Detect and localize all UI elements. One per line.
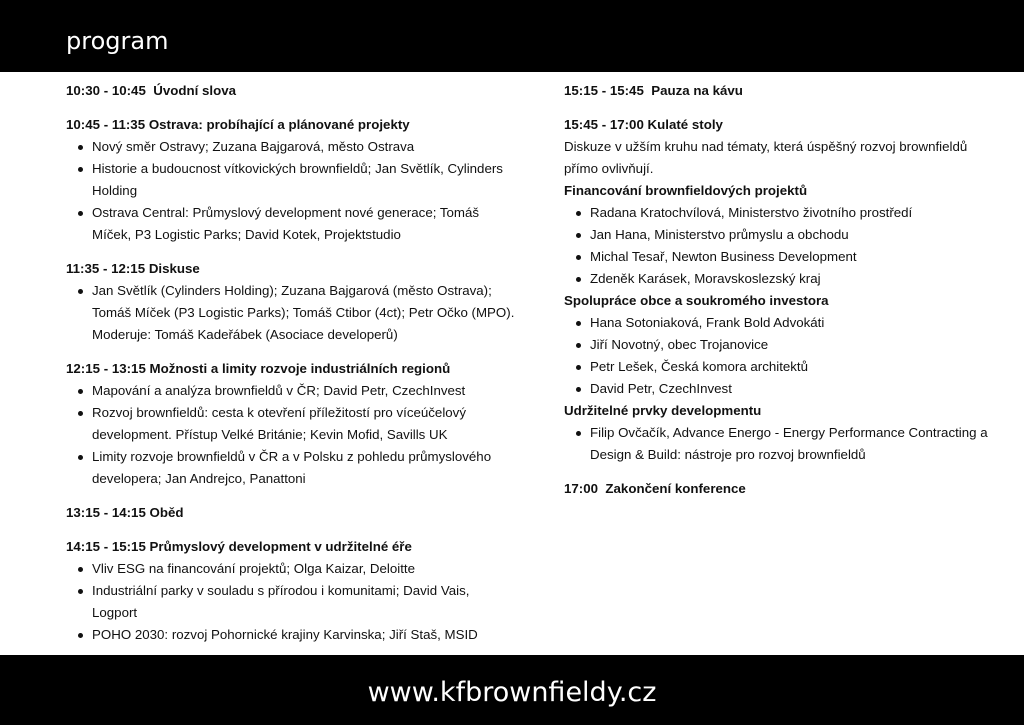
list-item: Mapování a analýza brownfieldů v ČR; David Petr, CzechInvest: [92, 380, 516, 402]
list-item: Michal Tesař, Newton Business Development: [590, 246, 1004, 268]
session-title: Ostrava: probíhající a plánované projekty: [148, 117, 410, 132]
session-title: Možnosti a limity rozvoje industriálních regionů: [149, 361, 451, 376]
list-item: Limity rozvoje brownfieldů v ČR a v Polsku z pohledu průmyslového developera; Jan Andrejco, Panattoni: [92, 446, 516, 490]
list-item: Filip Ovčačík, Advance Energo - Energy Performance Contracting a Design & Build: nástroje pro rozvoj brownfieldů: [590, 422, 1004, 466]
session-heading: [564, 478, 1004, 500]
list-item: Rozvoj brownfieldů: cesta k otevření příležitostí pro víceúčelový development. Přístup Velké Británie; Kevin Mofid, Savills UK: [92, 402, 516, 446]
session-closing: [564, 478, 1004, 500]
session-time: 15:15 - 15:45: [564, 83, 644, 98]
list-item: David Petr, CzechInvest: [590, 378, 1004, 400]
session-title: Pauza na kávu: [651, 83, 743, 98]
list-item: Zdeněk Karásek, Moravskoslezský kraj: [590, 268, 1004, 290]
session-heading: [564, 114, 1004, 136]
session-heading: [66, 536, 516, 558]
round-table-title: Spolupráce obce a soukromého investora: [564, 293, 829, 308]
session-heading: [66, 80, 516, 102]
session-list: [66, 280, 516, 346]
round-table-title: Financování brownfieldových projektů: [564, 183, 808, 198]
session-time: 17:00: [564, 481, 599, 496]
session-list: [66, 558, 516, 646]
session-title: Průmyslový development v udržitelné éře: [149, 539, 412, 554]
list-item: Jan Světlík (Cylinders Holding); Zuzana Bajgarová (město Ostrava); Tomáš Míček (P3 Logistic Parks); Tomáš Ctibor (4ct); Petr Očko (MPO). Moderuje: Tomáš Kadeřábek (Asociace developerů): [92, 280, 516, 346]
list-item: Nový směr Ostravy; Zuzana Bajgarová, město Ostrava: [92, 136, 516, 158]
session-regions: [66, 358, 516, 490]
list-item: Radana Kratochvílová, Ministerstvo životního prostředí: [590, 202, 1004, 224]
session-heading: [564, 80, 1004, 102]
session-coffee: [564, 80, 1004, 102]
round-table-list: [564, 202, 1004, 290]
program-left-column: [66, 80, 516, 658]
list-item: Petr Lešek, Česká komora architektů: [590, 356, 1004, 378]
session-heading: [66, 358, 516, 380]
footer-bar: [0, 655, 1024, 725]
session-lunch: [66, 502, 516, 524]
list-item: Industriální parky v souladu s přírodou i komunitami; David Vais, Logport: [92, 580, 516, 624]
session-round-tables: [564, 114, 1004, 466]
session-time: 10:45 - 11:35: [66, 117, 146, 132]
list-item: Hana Sotoniaková, Frank Bold Advokáti: [590, 312, 1004, 334]
session-title: Oběd: [149, 505, 184, 520]
list-item: Vliv ESG na financování projektů; Olga Kaizar, Deloitte: [92, 558, 516, 580]
session-discussion: [66, 258, 516, 346]
session-time: 10:30 - 10:45: [66, 83, 146, 98]
session-time: 14:15 - 15:15: [66, 539, 146, 554]
session-title: Diskuse: [148, 261, 200, 276]
session-heading: [66, 258, 516, 280]
list-item: Jiří Novotný, obec Trojanovice: [590, 334, 1004, 356]
session-ostrava: [66, 114, 516, 246]
list-item: Ostrava Central: Průmyslový development nové generace; Tomáš Míček, P3 Logistic Parks; David Kotek, Projektstudio: [92, 202, 516, 246]
round-table-list: [564, 422, 1004, 466]
program-right-column: [564, 80, 1004, 512]
session-description: Diskuze v užším kruhu nad tématy, která úspěšný rozvoj brownfieldů přímo ovlivňují.: [564, 139, 968, 176]
round-table-title: Udržitelné prvky developmentu: [564, 403, 762, 418]
session-time: 13:15 - 14:15: [66, 505, 146, 520]
session-time: 12:15 - 13:15: [66, 361, 146, 376]
session-title: Úvodní slova: [153, 83, 236, 98]
list-item: Historie a budoucnost vítkovických brownfieldů; Jan Světlík, Cylinders Holding: [92, 158, 516, 202]
session-title: Kulaté stoly: [647, 117, 723, 132]
list-item: POHO 2030: rozvoj Pohornické krajiny Karvinska; Jiří Staš, MSID: [92, 624, 516, 646]
session-list: [66, 136, 516, 246]
session-heading: [66, 114, 516, 136]
session-time: 11:35 - 12:15: [66, 261, 146, 276]
session-heading: [66, 502, 516, 524]
round-table-list: [564, 312, 1004, 400]
list-item: Jan Hana, Ministerstvo průmyslu a obchodu: [590, 224, 1004, 246]
session-time: 15:45 - 17:00: [564, 117, 644, 132]
session-sustainable: [66, 536, 516, 646]
page-title: program: [66, 27, 169, 55]
session-title: Zakončení konference: [605, 481, 746, 496]
session-opening: [66, 80, 516, 102]
session-list: [66, 380, 516, 490]
website-url[interactable]: www.kfbrownfieldy.cz: [367, 677, 657, 708]
header-bar: [0, 0, 1024, 72]
